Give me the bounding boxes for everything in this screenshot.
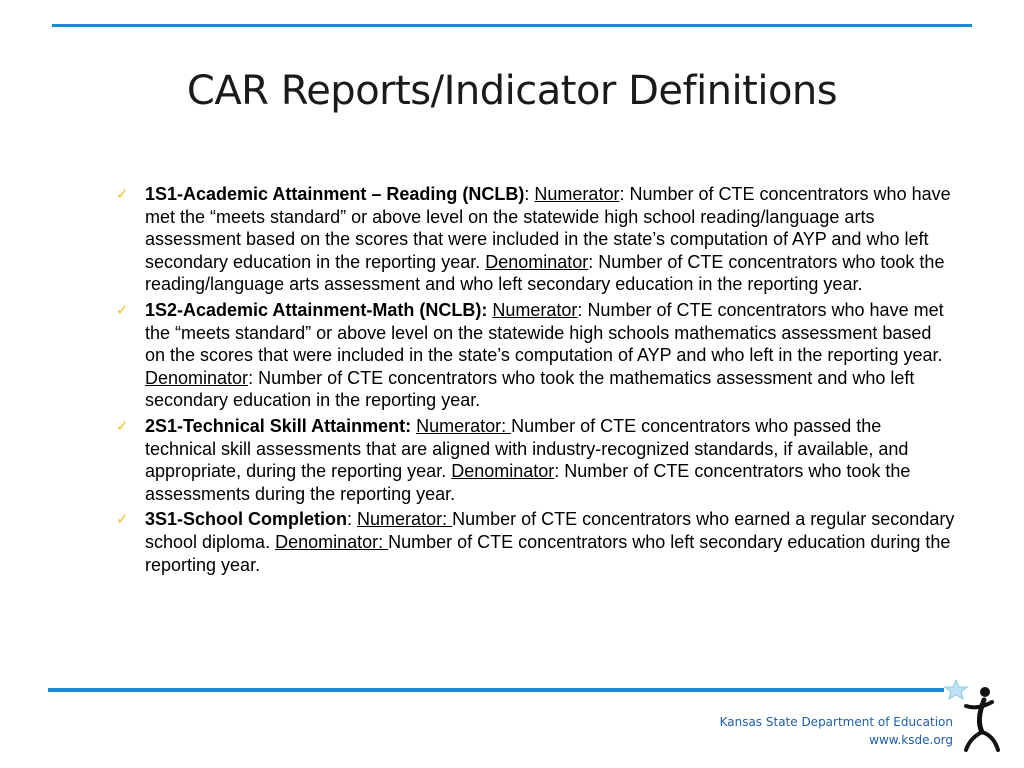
footer-url: www.ksde.org (869, 733, 953, 747)
list-item: ✓ 1S2-Academic Attainment-Math (NCLB): Numerator: Number of CTE concentrators who have met the “meets standard” or above level on the statewide high schools mathematics assessment based on the scores that were included in the state’s computation of AYP and who left in the reporting year. Denominator: Number of CTE concentrators who took the mathematics assessment and who left secondary education in the reporting year. (116, 299, 944, 411)
indicator-code: 2S1-Technical Skill Attainment: (145, 415, 412, 436)
indicator-code: 1S1-Academic Attainment – Reading (NCLB) (145, 184, 525, 204)
top-divider (52, 24, 972, 27)
indicator-list (116, 183, 956, 579)
list-item: ✓ 1S1-Academic Attainment – Reading (NCLB): Numerator: Number of CTE concentrators who have met the “meets standard” or above level on the statewide high school reading/language arts assessment based on the scores that were included in the state’s computation of AYP and who left secondary education in the reporting year. Denominator: Number of CTE concentrators who took the reading/language arts assessment and who left secondary education in the reporting year. (116, 184, 951, 295)
denominator-text: Number of CTE concentrators who took the reading/language arts assessment and who left secondary education in the reporting year. (145, 251, 945, 295)
checkmark-icon: ✓ (116, 416, 129, 435)
indicator-code: 1S2-Academic Attainment-Math (NCLB): (145, 299, 488, 320)
indicator-code: 3S1-School Completion (145, 509, 348, 530)
numerator-text: Number of CTE concentrators who earned a regular secondary school diploma. (145, 509, 955, 552)
denominator-text: Number of CTE concentrators who left secondary education during the reporting year. (145, 531, 951, 575)
denominator-label: Denominator (451, 461, 555, 482)
checkmark-icon: ✓ (116, 300, 129, 319)
numerator-text: Number of CTE concentrators who passed the technical skill assessments that are aligned with industry-recognized standards, if available, and appropriate, during the reporting year. (145, 415, 909, 482)
list-item: ✓ 3S1-School Completion: Numerator: Number of CTE concentrators who earned a regular secondary school diploma. Denominator: Number of CTE concentrators who left secondary education during the reporting year. (116, 509, 955, 575)
checkmark-icon: ✓ (116, 510, 129, 529)
denominator-text: Number of CTE concentrators who took the mathematics assessment and who left secondary education in the reporting year. (145, 367, 915, 411)
bottom-divider (48, 688, 944, 692)
numerator-label: Numerator: (357, 509, 453, 530)
checkmark-icon: ✓ (116, 185, 129, 203)
denominator-text: Number of CTE concentrators who took the assessments during the reporting year. (145, 461, 911, 504)
footer (720, 713, 953, 749)
slide-title: CAR Reports/Indicator Definitions (186, 68, 838, 114)
numerator-text: Number of CTE concentrators who have met the “meets standard” or above level on the statewide high schools mathematics assessment based on the scores that were included in the state’s computation of AYP and who left in the reporting year. (145, 299, 944, 366)
numerator-label: Numerator (534, 184, 620, 204)
denominator-label: Denominator: (275, 531, 389, 552)
numerator-text: Number of CTE concentrators who have met the “meets standard” or above level on the statewide high school reading/language arts assessment based on the scores that were included in the state’s computation of AYP and who left secondary education in the reporting year. (145, 184, 951, 272)
denominator-label: Denominator (145, 367, 249, 388)
numerator-label: Numerator: (416, 415, 512, 436)
numerator-label: Numerator (492, 299, 578, 320)
denominator-label: Denominator (485, 251, 589, 272)
list-item: ✓ 2S1-Technical Skill Attainment: Numerator: Number of CTE concentrators who passed the technical skill assessments that are aligned with industry-recognized standards, if available, and appropriate, during the reporting year. Denominator: Number of CTE concentrators who took the assessments during the reporting year. (116, 415, 911, 504)
footer-org: Kansas State Department of Education (719, 715, 953, 729)
